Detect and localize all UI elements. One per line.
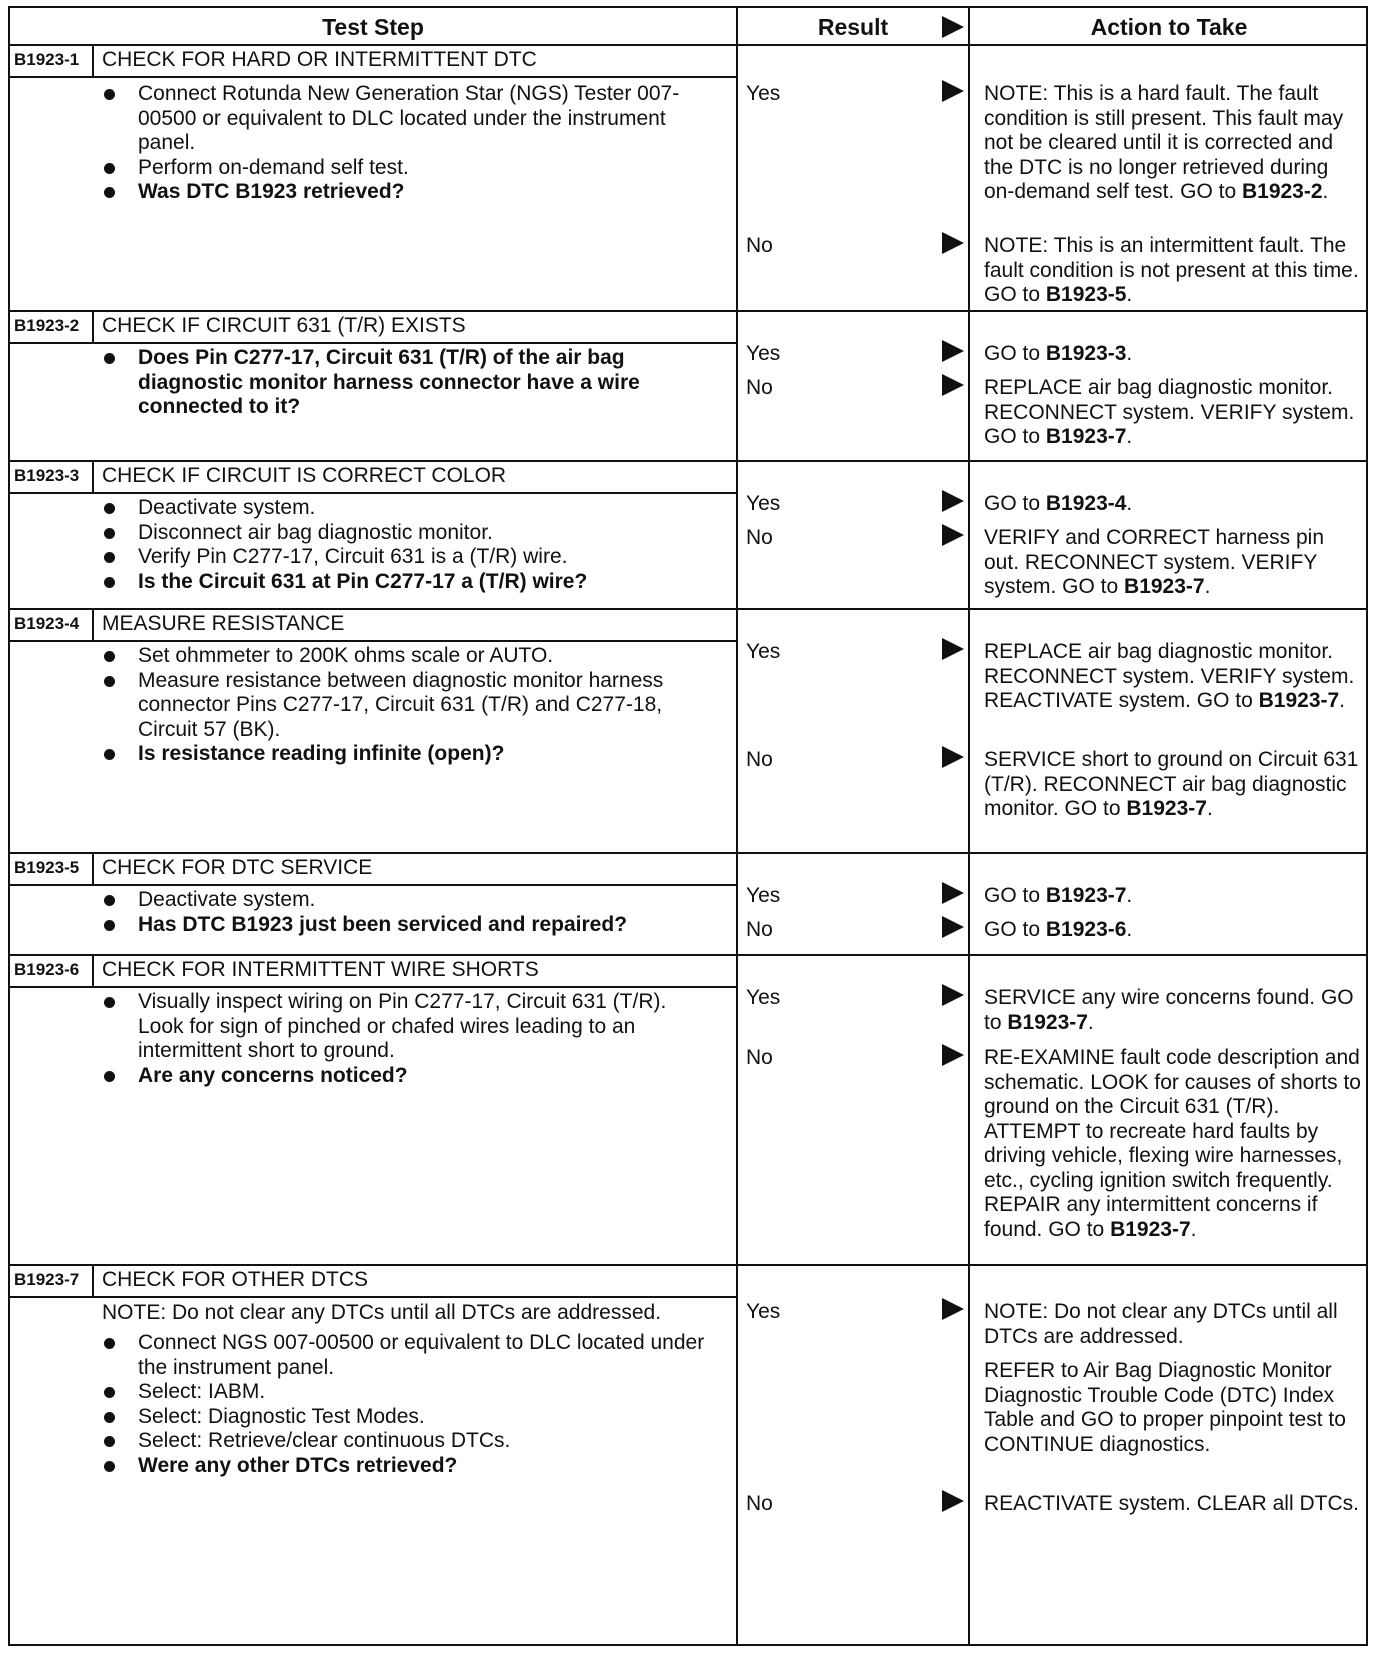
action-end: . <box>1126 425 1133 448</box>
action-end: . <box>1322 180 1329 203</box>
result-label-no: No <box>746 526 773 549</box>
result-label-no: No <box>746 234 773 257</box>
result-label-yes: Yes <box>746 492 781 515</box>
action-end: . <box>1204 575 1211 598</box>
result-arrow-icon <box>942 746 964 768</box>
instruction-item: Select: IABM. <box>10 1380 736 1405</box>
action-body-secondary: REFER to Air Bag Diagnostic Monitor Diagnostic Trouble Code (DTC) Index Table and GO to proper pinpoint test to CONTINUE diagnostics. <box>984 1359 1346 1456</box>
step-id: B1923-1 <box>10 44 94 76</box>
header-test-step: Test Step <box>322 14 424 40</box>
step-id: B1923-6 <box>10 954 94 986</box>
instruction-list <box>10 346 736 420</box>
step-divider <box>10 608 1366 610</box>
instruction-item: Were any other DTCs retrieved? <box>10 1454 736 1479</box>
result-label-yes: Yes <box>746 342 781 365</box>
step-title: CHECK FOR OTHER DTCS <box>102 1268 369 1291</box>
result-label-yes: Yes <box>746 640 781 663</box>
instruction-item: Has DTC B1923 just been serviced and repaired? <box>10 913 736 938</box>
result-label-no: No <box>746 918 773 941</box>
step-id: B1923-7 <box>10 1264 94 1296</box>
step-note: NOTE: Do not clear any DTCs until all DTCs are addressed. <box>102 1301 662 1324</box>
goto-step-ref: B1923-7 <box>1045 425 1127 448</box>
result-label-no: No <box>746 748 773 771</box>
step-divider <box>10 310 1366 312</box>
step-title-row <box>10 1264 736 1298</box>
result-arrow-icon <box>942 882 964 904</box>
step-id: B1923-5 <box>10 852 94 884</box>
result-arrow-icon <box>942 340 964 362</box>
instruction-item: Was DTC B1923 retrieved? <box>10 180 736 205</box>
instruction-list <box>10 82 736 205</box>
instruction-list <box>10 888 736 937</box>
step-title-row <box>10 310 736 344</box>
step-instructions <box>10 888 736 937</box>
action-body: GO to <box>984 492 1046 515</box>
action-end: . <box>1339 689 1346 712</box>
step-divider <box>10 852 1366 854</box>
step-title-row <box>10 44 736 78</box>
action-text <box>984 82 1364 205</box>
goto-step-ref: B1923-7 <box>1258 689 1340 712</box>
result-arrow-icon <box>942 984 964 1006</box>
instruction-item: Deactivate system. <box>10 888 736 913</box>
step-instructions <box>10 990 736 1088</box>
result-arrow-icon <box>942 1490 964 1512</box>
action-end: . <box>1087 1010 1094 1034</box>
action-body: GO to <box>984 342 1046 365</box>
instruction-item: Connect NGS 007-00500 or equivalent to DLC located under the instrument panel. <box>10 1331 736 1380</box>
action-end: . <box>1126 918 1133 941</box>
step-divider <box>10 1264 1366 1266</box>
instruction-item: Is resistance reading infinite (open)? <box>10 742 736 767</box>
step-id: B1923-2 <box>10 310 94 342</box>
result-label-yes: Yes <box>746 884 781 907</box>
action-body: NOTE: This is an intermittent fault. The fault condition is not present at this time. GO to <box>984 234 1359 306</box>
step-instructions <box>10 1300 736 1478</box>
action-text <box>984 748 1364 822</box>
step-title: MEASURE RESISTANCE <box>102 612 345 635</box>
result-label-no: No <box>746 1046 773 1069</box>
action-body: RE-EXAMINE fault code description and schematic. LOOK for causes of shorts to ground on the Circuit 631 (T/R). ATTEMPT to recreate hard faults by driving vehicle, flexing wire harnesses, etc., cycling ignition switch frequently. REPAIR any intermittent concerns if found. GO to <box>984 1046 1361 1241</box>
action-body: REPLACE air bag diagnostic monitor. RECONNECT system. VERIFY system. GO to <box>984 376 1355 448</box>
column-divider-action <box>968 8 970 1644</box>
step-title-row <box>10 852 736 886</box>
step-instructions <box>10 346 736 420</box>
goto-step-ref: B1923-7 <box>1126 797 1207 820</box>
step-title: CHECK IF CIRCUIT IS CORRECT COLOR <box>102 464 507 487</box>
instruction-item: Perform on-demand self test. <box>10 156 736 181</box>
instruction-list <box>10 496 736 594</box>
action-text <box>984 884 1364 909</box>
action-text <box>984 234 1364 308</box>
result-label-yes: Yes <box>746 82 781 105</box>
action-body: REPLACE air bag diagnostic monitor. RECONNECT system. VERIFY system. REACTIVATE system. GO to <box>984 640 1355 712</box>
action-body: NOTE: This is a hard fault. The fault condition is still present. This fault may not be cleared until it is corrected and the DTC is no longer retrieved during on-demand self test. GO to <box>984 82 1344 203</box>
action-body: SERVICE short to ground on Circuit 631 (T/R). RECONNECT air bag diagnostic monitor. GO to <box>984 748 1359 820</box>
instruction-item: Connect Rotunda New Generation Star (NGS) Tester 007-00500 or equivalent to DLC located under the instrument panel. <box>10 82 736 156</box>
step-instructions <box>10 644 736 767</box>
instruction-item: Set ohmmeter to 200K ohms scale or AUTO. <box>10 644 736 669</box>
result-label-yes: Yes <box>746 1300 781 1323</box>
step-instructions <box>10 82 736 205</box>
instruction-list <box>10 990 736 1088</box>
goto-step-ref: B1923-7 <box>1045 884 1127 907</box>
goto-step-ref: B1923-5 <box>1045 283 1127 306</box>
instruction-list <box>10 1331 736 1478</box>
diagnostic-table <box>8 6 1368 1646</box>
instruction-item: Is the Circuit 631 at Pin C277-17 a (T/R) wire? <box>10 570 736 595</box>
result-arrow-icon <box>942 374 964 396</box>
goto-step-ref: B1923-3 <box>1045 342 1127 365</box>
result-arrow-icon <box>942 916 964 938</box>
step-title-row <box>10 954 736 988</box>
action-end: . <box>1190 1217 1197 1241</box>
step-title: CHECK FOR HARD OR INTERMITTENT DTC <box>102 48 537 71</box>
action-end: . <box>1126 492 1133 515</box>
step-title: CHECK IF CIRCUIT 631 (T/R) EXISTS <box>102 314 466 337</box>
result-arrow-icon <box>942 638 964 660</box>
action-body: NOTE: Do not clear any DTCs until all DTCs are addressed. <box>984 1300 1338 1348</box>
action-text <box>984 986 1364 1035</box>
result-arrow-icon <box>942 232 964 254</box>
action-body: VERIFY and CORRECT harness pin out. RECONNECT system. VERIFY system. GO to <box>984 526 1325 598</box>
action-end: . <box>1126 283 1133 306</box>
step-title: CHECK FOR DTC SERVICE <box>102 856 373 879</box>
action-body: GO to <box>984 918 1046 941</box>
goto-step-ref: B1923-7 <box>1007 1010 1088 1034</box>
action-text <box>984 1492 1364 1517</box>
action-end: . <box>1206 797 1213 820</box>
action-text <box>984 526 1364 600</box>
header-action: Action to Take <box>1090 14 1248 40</box>
instruction-item: Does Pin C277-17, Circuit 631 (T/R) of the air bag diagnostic monitor harness connector have a wire connected to it? <box>10 346 736 420</box>
instruction-item: Verify Pin C277-17, Circuit 631 is a (T/R) wire. <box>10 545 736 570</box>
instruction-item: Measure resistance between diagnostic monitor harness connector Pins C277-17, Circuit 631 (T/R) and C277-18, Circuit 57 (BK). <box>10 669 736 743</box>
action-text <box>984 376 1364 450</box>
action-body: GO to <box>984 884 1046 907</box>
result-arrow-icon <box>942 1298 964 1320</box>
action-end: . <box>1126 342 1133 365</box>
result-arrow-icon <box>942 490 964 512</box>
instruction-item: Select: Retrieve/clear continuous DTCs. <box>10 1429 736 1454</box>
goto-step-ref: B1923-6 <box>1045 918 1127 941</box>
instruction-item: Deactivate system. <box>10 496 736 521</box>
instruction-item: Visually inspect wiring on Pin C277-17, Circuit 631 (T/R). Look for sign of pinched or chafed wires leading to an intermittent short to ground. <box>10 990 736 1064</box>
action-text <box>984 1300 1364 1457</box>
action-text <box>984 342 1364 367</box>
result-arrow-icon <box>942 1044 964 1066</box>
action-text <box>984 640 1364 714</box>
action-body: REACTIVATE system. CLEAR all DTCs. <box>984 1492 1359 1515</box>
goto-step-ref: B1923-2 <box>1241 180 1323 203</box>
instruction-item: Select: Diagnostic Test Modes. <box>10 1405 736 1430</box>
step-id: B1923-4 <box>10 608 94 640</box>
instruction-list <box>10 644 736 767</box>
result-arrow-icon <box>942 80 964 102</box>
instruction-item: Are any concerns noticed? <box>10 1064 736 1089</box>
step-title: CHECK FOR INTERMITTENT WIRE SHORTS <box>102 958 539 981</box>
action-body: SERVICE any wire concerns found. GO to <box>984 986 1354 1034</box>
step-instructions <box>10 496 736 594</box>
goto-step-ref: B1923-4 <box>1045 492 1127 515</box>
step-divider <box>10 954 1366 956</box>
goto-step-ref: B1923-7 <box>1110 1217 1191 1241</box>
goto-step-ref: B1923-7 <box>1124 575 1205 598</box>
instruction-item: Disconnect air bag diagnostic monitor. <box>10 521 736 546</box>
step-title-row <box>10 608 736 642</box>
action-end: . <box>1126 884 1133 907</box>
step-title-row <box>10 460 736 494</box>
action-text <box>984 492 1364 517</box>
header-arrow-icon <box>942 16 964 38</box>
step-divider <box>10 460 1366 462</box>
result-label-no: No <box>746 376 773 399</box>
column-divider-result <box>736 8 738 1644</box>
result-arrow-icon <box>942 524 964 546</box>
result-label-no: No <box>746 1492 773 1515</box>
header-result: Result <box>817 14 889 40</box>
action-text <box>984 1046 1364 1242</box>
result-label-yes: Yes <box>746 986 781 1009</box>
step-id: B1923-3 <box>10 460 94 492</box>
action-text <box>984 918 1364 943</box>
